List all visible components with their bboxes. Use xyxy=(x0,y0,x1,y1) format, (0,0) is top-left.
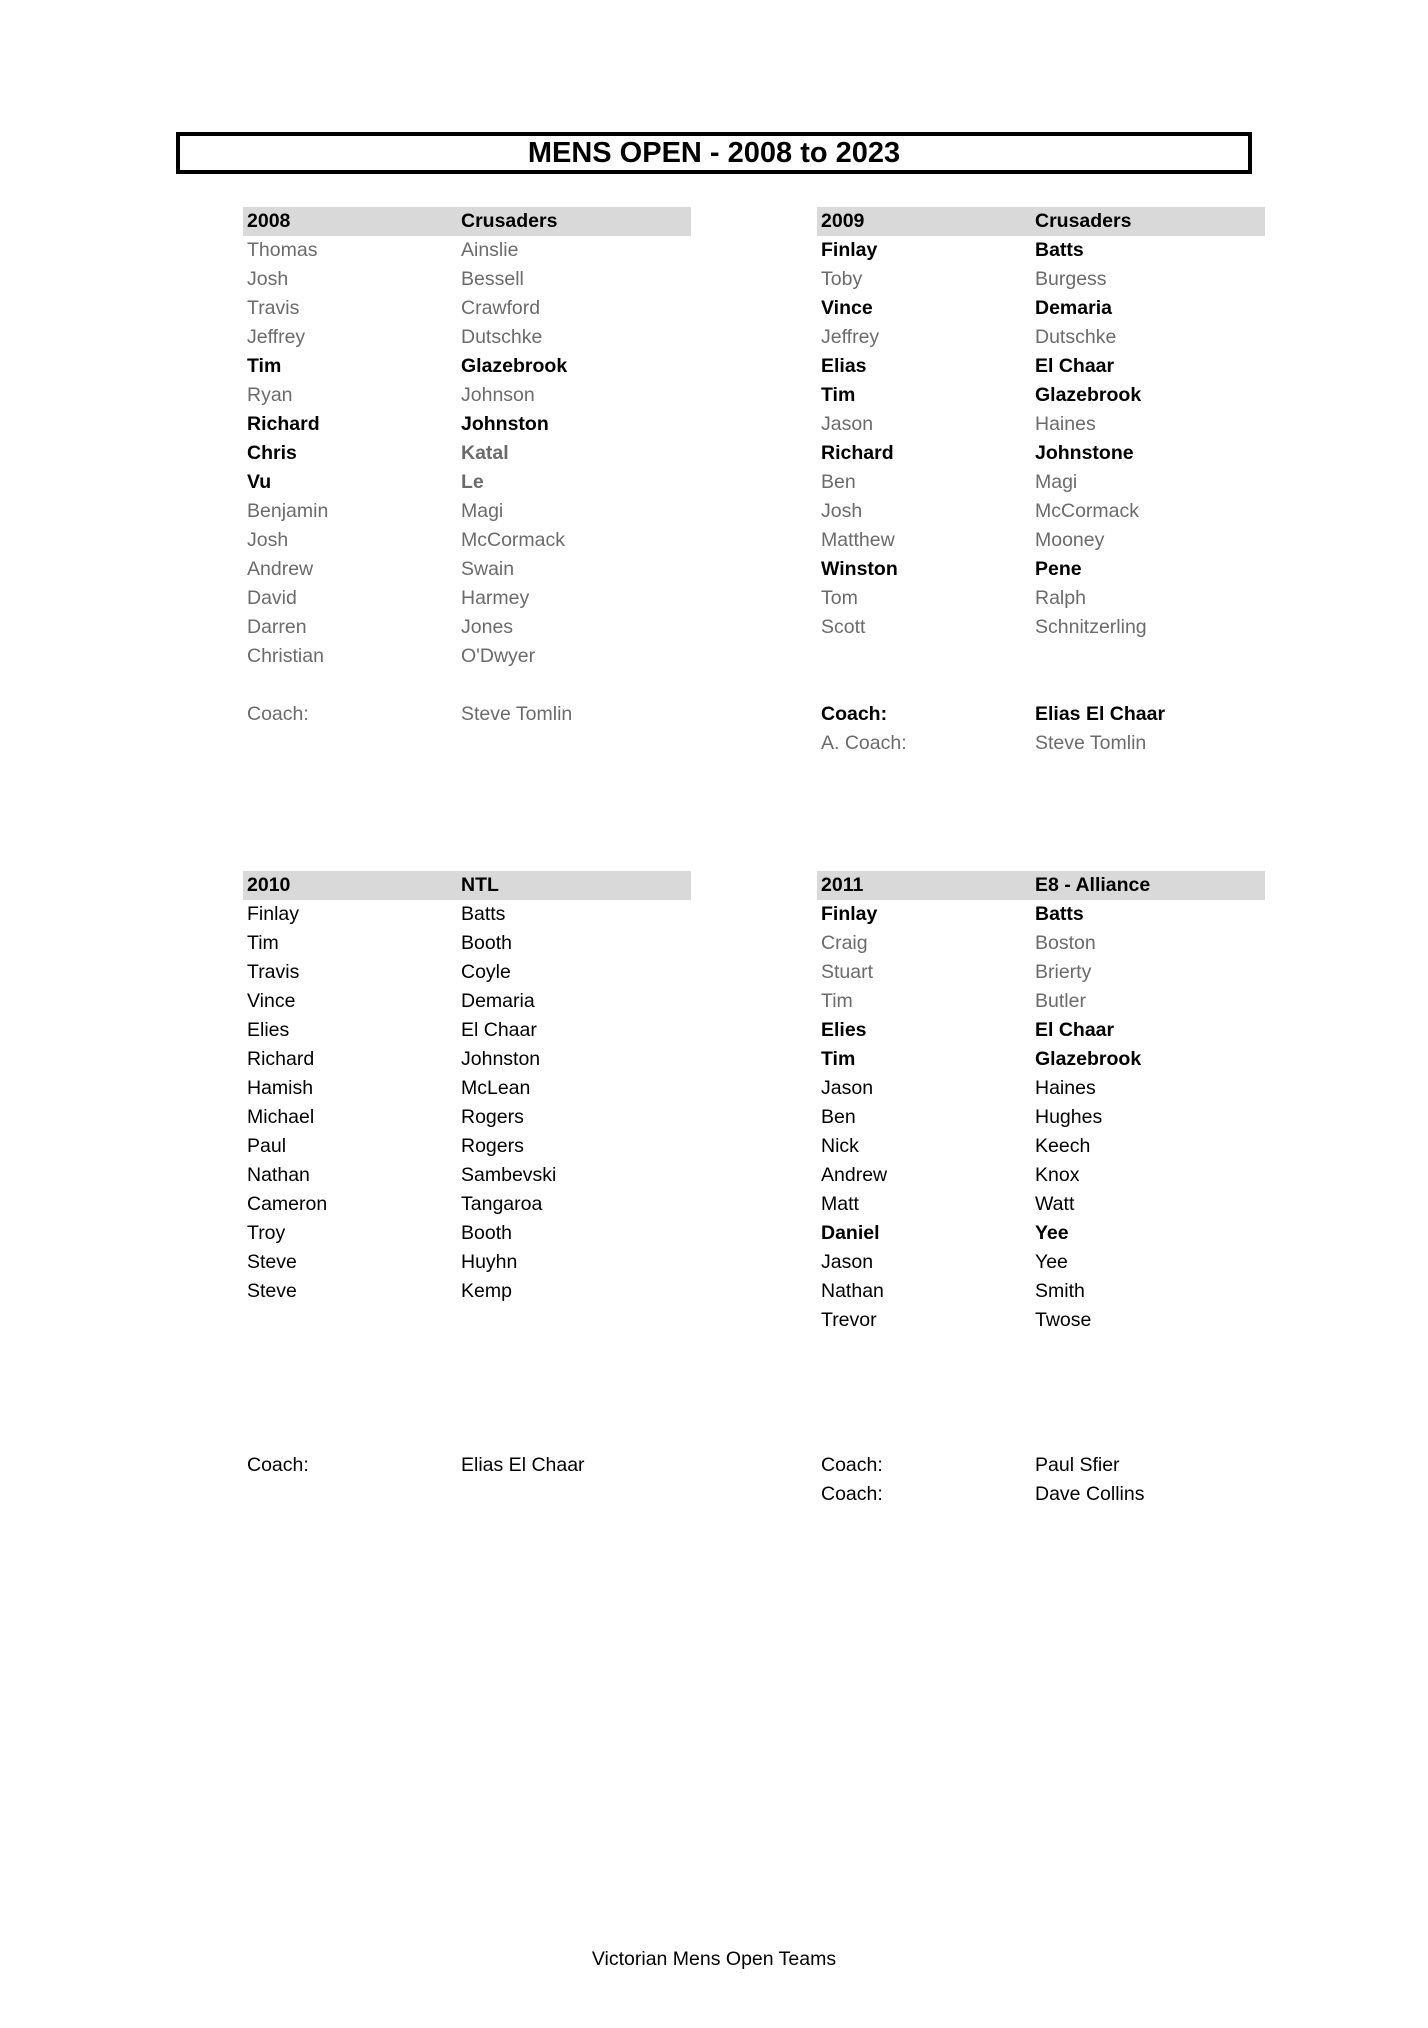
player-row-first: Richard xyxy=(247,413,320,435)
player-row-last: Glazebrook xyxy=(461,355,568,377)
spacer xyxy=(243,1364,691,1393)
coach-row-first: Coach: xyxy=(821,1483,883,1505)
player-row-first: Tim xyxy=(247,355,282,377)
player-row-last: McLean xyxy=(461,1077,531,1099)
player-row xyxy=(243,642,691,671)
player-row-first: Nick xyxy=(821,1135,859,1157)
player-row xyxy=(243,1045,691,1074)
player-row-first: Paul xyxy=(247,1135,287,1157)
player-row-last: Hughes xyxy=(1035,1106,1103,1128)
player-row-first: Finlay xyxy=(821,903,878,925)
player-row-first: Jason xyxy=(821,413,874,435)
player-row-last: Johnstone xyxy=(1035,442,1134,464)
coach-row-last: Steve Tomlin xyxy=(1035,732,1147,754)
player-row-first: Tim xyxy=(247,932,279,954)
player-row-last: Glazebrook xyxy=(1035,1048,1142,1070)
player-row-first: Finlay xyxy=(247,903,300,925)
player-row xyxy=(243,265,691,294)
player-row-last: Magi xyxy=(461,500,504,522)
player-row xyxy=(817,1306,1265,1335)
player-row-last: Magi xyxy=(1035,471,1078,493)
player-row-first: Trevor xyxy=(821,1309,877,1331)
player-row xyxy=(817,323,1265,352)
player-row-last: Batts xyxy=(461,903,506,925)
player-row-last: Le xyxy=(461,471,484,493)
player-row-first: Chris xyxy=(247,442,297,464)
team-header-first: 2011 xyxy=(821,874,864,896)
team-2010 xyxy=(243,871,691,1480)
player-row-first: Tom xyxy=(821,587,858,609)
player-row xyxy=(243,497,691,526)
player-row xyxy=(243,1161,691,1190)
player-row-first: Vu xyxy=(247,471,272,493)
player-row-first: Hamish xyxy=(247,1077,314,1099)
player-row xyxy=(243,1074,691,1103)
page-footer: Victorian Mens Open Teams xyxy=(591,1948,837,1970)
spacer xyxy=(243,1306,691,1335)
coach-row-last: Paul Sfier xyxy=(1035,1454,1120,1476)
player-row-first: Nathan xyxy=(247,1164,310,1186)
player-row-first: Andrew xyxy=(247,558,314,580)
coach-row xyxy=(243,700,691,729)
player-row-last: El Chaar xyxy=(461,1019,537,1041)
player-row xyxy=(817,1277,1265,1306)
player-row-last: O'Dwyer xyxy=(461,645,536,667)
player-row xyxy=(817,1045,1265,1074)
player-row-first: Jason xyxy=(821,1077,874,1099)
coach-row xyxy=(817,1451,1265,1480)
player-row xyxy=(817,555,1265,584)
player-row-first: Josh xyxy=(247,268,289,290)
player-row xyxy=(243,958,691,987)
player-row-last: Johnson xyxy=(461,384,535,406)
coach-row-first: Coach: xyxy=(821,703,888,725)
team-2008 xyxy=(243,207,691,729)
player-row-last: Batts xyxy=(1035,903,1084,925)
player-row-last: Tangaroa xyxy=(461,1193,543,1215)
player-row-last: Ralph xyxy=(1035,587,1086,609)
player-row-first: Troy xyxy=(247,1222,286,1244)
player-row xyxy=(243,410,691,439)
player-row-first: Winston xyxy=(821,558,898,580)
player-row-last: Brierty xyxy=(1035,961,1092,983)
player-row xyxy=(817,987,1265,1016)
player-row xyxy=(243,236,691,265)
player-row-first: Christian xyxy=(247,645,324,667)
team-header xyxy=(243,871,691,900)
player-row-last: Johnston xyxy=(461,1048,541,1070)
coach-row-last: Dave Collins xyxy=(1035,1483,1145,1505)
player-row-last: Rogers xyxy=(461,1135,524,1157)
player-row xyxy=(817,468,1265,497)
player-row-first: Elias xyxy=(821,355,867,377)
player-row xyxy=(817,1190,1265,1219)
player-row xyxy=(243,1016,691,1045)
player-row-first: Daniel xyxy=(821,1222,880,1244)
player-row xyxy=(817,236,1265,265)
player-row-first: Cameron xyxy=(247,1193,328,1215)
player-row-first: Stuart xyxy=(821,961,874,983)
player-row-first: Josh xyxy=(821,500,863,522)
player-row xyxy=(817,929,1265,958)
player-row xyxy=(817,1074,1265,1103)
team-header-last: Crusaders xyxy=(461,210,558,232)
player-row-first: Richard xyxy=(247,1048,315,1070)
team-header-last: E8 - Alliance xyxy=(1035,874,1151,896)
team-2011 xyxy=(817,871,1265,1509)
player-row-last: Demaria xyxy=(1035,297,1112,319)
player-row xyxy=(243,439,691,468)
spacer xyxy=(817,671,1265,700)
spacer xyxy=(243,1393,691,1422)
player-row-first: Steve xyxy=(247,1280,297,1302)
player-row-last: Watt xyxy=(1035,1193,1075,1215)
player-row-first: Vince xyxy=(821,297,873,319)
player-row-last: Keech xyxy=(1035,1135,1091,1157)
player-row-last: Smith xyxy=(1035,1280,1085,1302)
player-row-first: Thomas xyxy=(247,239,318,261)
player-row-first: Tim xyxy=(821,990,853,1012)
player-row-first: Travis xyxy=(247,961,300,983)
player-row xyxy=(243,381,691,410)
player-row xyxy=(817,1219,1265,1248)
player-row-last: Booth xyxy=(461,932,512,954)
player-row-first: Steve xyxy=(247,1251,297,1273)
player-row xyxy=(817,352,1265,381)
team-header-first: 2010 xyxy=(247,874,291,896)
player-row-first: Jason xyxy=(821,1251,874,1273)
player-row xyxy=(243,613,691,642)
player-row-first: Darren xyxy=(247,616,307,638)
player-row-last: Johnston xyxy=(461,413,549,435)
player-row-first: Jeffrey xyxy=(247,326,306,348)
player-row-last: Boston xyxy=(1035,932,1096,954)
coach-row xyxy=(243,1451,691,1480)
player-row-first: David xyxy=(247,587,297,609)
player-row xyxy=(243,1103,691,1132)
player-row-first: Finlay xyxy=(821,239,878,261)
player-row-first: Ben xyxy=(821,471,856,493)
player-row xyxy=(243,1277,691,1306)
player-row xyxy=(817,1016,1265,1045)
player-row-first: Andrew xyxy=(821,1164,888,1186)
coach-row xyxy=(817,729,1265,758)
player-row-first: Matt xyxy=(821,1193,859,1215)
player-row xyxy=(243,900,691,929)
player-row xyxy=(243,555,691,584)
player-row-last: El Chaar xyxy=(1035,355,1115,377)
spacer xyxy=(243,1335,691,1364)
player-row-last: Rogers xyxy=(461,1106,524,1128)
player-row xyxy=(817,1103,1265,1132)
player-row xyxy=(817,958,1265,987)
player-row xyxy=(243,352,691,381)
player-row-last: Yee xyxy=(1035,1222,1069,1244)
player-row-last: Haines xyxy=(1035,413,1096,435)
player-row-last: Mooney xyxy=(1035,529,1105,551)
player-row xyxy=(817,1161,1265,1190)
player-row-last: Yee xyxy=(1035,1251,1068,1273)
player-row-first: Tim xyxy=(821,384,856,406)
player-row-first: Craig xyxy=(821,932,868,954)
player-row-last: Crawford xyxy=(461,297,541,319)
team-header-last: Crusaders xyxy=(1035,210,1132,232)
coach-row-first: Coach: xyxy=(247,1454,309,1476)
player-row-last: Harmey xyxy=(461,587,530,609)
player-row-last: Sambevski xyxy=(461,1164,557,1186)
spacer xyxy=(817,1335,1265,1364)
team-header-first: 2009 xyxy=(821,210,865,232)
player-row-first: Tim xyxy=(821,1048,856,1070)
team-header xyxy=(243,207,691,236)
player-row xyxy=(817,265,1265,294)
spacer xyxy=(243,1422,691,1451)
spacer xyxy=(817,642,1265,671)
player-row-last: Kemp xyxy=(461,1280,512,1302)
player-row-first: Vince xyxy=(247,990,296,1012)
player-row xyxy=(817,613,1265,642)
player-row-first: Jeffrey xyxy=(821,326,880,348)
coach-row-last: Steve Tomlin xyxy=(461,703,573,725)
player-row xyxy=(243,526,691,555)
player-row-last: Dutschke xyxy=(1035,326,1117,348)
player-row-first: Michael xyxy=(247,1106,315,1128)
team-header-last: NTL xyxy=(461,874,499,896)
coach-row-first: Coach: xyxy=(821,1454,883,1476)
coach-row xyxy=(817,700,1265,729)
player-row-last: Katal xyxy=(461,442,509,464)
player-row-last: Booth xyxy=(461,1222,512,1244)
player-row xyxy=(817,900,1265,929)
player-row xyxy=(243,468,691,497)
player-row-first: Nathan xyxy=(821,1280,884,1302)
player-row xyxy=(243,1248,691,1277)
player-row-first: Toby xyxy=(821,268,863,290)
player-row-first: Matthew xyxy=(821,529,895,551)
player-row xyxy=(243,987,691,1016)
player-row-last: Haines xyxy=(1035,1077,1096,1099)
page-title: MENS OPEN - 2008 to 2023 xyxy=(176,132,1252,174)
player-row-last: McCormack xyxy=(461,529,566,551)
player-row xyxy=(243,929,691,958)
team-header xyxy=(817,871,1265,900)
player-row xyxy=(817,497,1265,526)
player-row xyxy=(817,410,1265,439)
coach-row-last: Elias El Chaar xyxy=(461,1454,585,1476)
player-row-first: Josh xyxy=(247,529,289,551)
player-row-first: Richard xyxy=(821,442,894,464)
spacer xyxy=(817,1364,1265,1393)
player-row xyxy=(243,323,691,352)
player-row xyxy=(817,1132,1265,1161)
player-row xyxy=(243,1219,691,1248)
player-row-last: Huyhn xyxy=(461,1251,518,1273)
player-row-first: Benjamin xyxy=(247,500,329,522)
player-row-last: Schnitzerling xyxy=(1035,616,1147,638)
player-row-last: El Chaar xyxy=(1035,1019,1115,1041)
player-row-last: Butler xyxy=(1035,990,1086,1012)
team-header xyxy=(817,207,1265,236)
player-row-last: Pene xyxy=(1035,558,1082,580)
coach-row-first: Coach: xyxy=(247,703,309,725)
team-header-first: 2008 xyxy=(247,210,291,232)
spacer xyxy=(817,1393,1265,1422)
player-row-last: Bessell xyxy=(461,268,524,290)
player-row xyxy=(243,584,691,613)
player-row xyxy=(243,1132,691,1161)
player-row xyxy=(817,439,1265,468)
player-row xyxy=(243,1190,691,1219)
player-row-last: McCormack xyxy=(1035,500,1140,522)
coach-row-first: A. Coach: xyxy=(821,732,907,754)
player-row-last: Coyle xyxy=(461,961,511,983)
player-row-last: Jones xyxy=(461,616,514,638)
player-row xyxy=(817,294,1265,323)
team-2009 xyxy=(817,207,1265,758)
player-row-first: Scott xyxy=(821,616,866,638)
player-row-last: Dutschke xyxy=(461,326,543,348)
coach-row xyxy=(817,1480,1265,1509)
player-row xyxy=(817,381,1265,410)
player-row-first: Travis xyxy=(247,297,300,319)
player-row-first: Elies xyxy=(247,1019,290,1041)
player-row xyxy=(817,1248,1265,1277)
player-row-last: Glazebrook xyxy=(1035,384,1142,406)
player-row xyxy=(817,526,1265,555)
player-row-last: Ainslie xyxy=(461,239,519,261)
player-row-last: Twose xyxy=(1035,1309,1092,1331)
player-row xyxy=(817,584,1265,613)
player-row xyxy=(243,294,691,323)
spacer xyxy=(817,1422,1265,1451)
player-row-first: Elies xyxy=(821,1019,867,1041)
coach-row-last: Elias El Chaar xyxy=(1035,703,1166,725)
player-row-last: Swain xyxy=(461,558,515,580)
player-row-last: Knox xyxy=(1035,1164,1080,1186)
player-row-first: Ben xyxy=(821,1106,856,1128)
player-row-last: Batts xyxy=(1035,239,1084,261)
player-row-last: Burgess xyxy=(1035,268,1107,290)
player-row-first: Ryan xyxy=(247,384,293,406)
player-row-last: Demaria xyxy=(461,990,535,1012)
spacer xyxy=(243,671,691,700)
